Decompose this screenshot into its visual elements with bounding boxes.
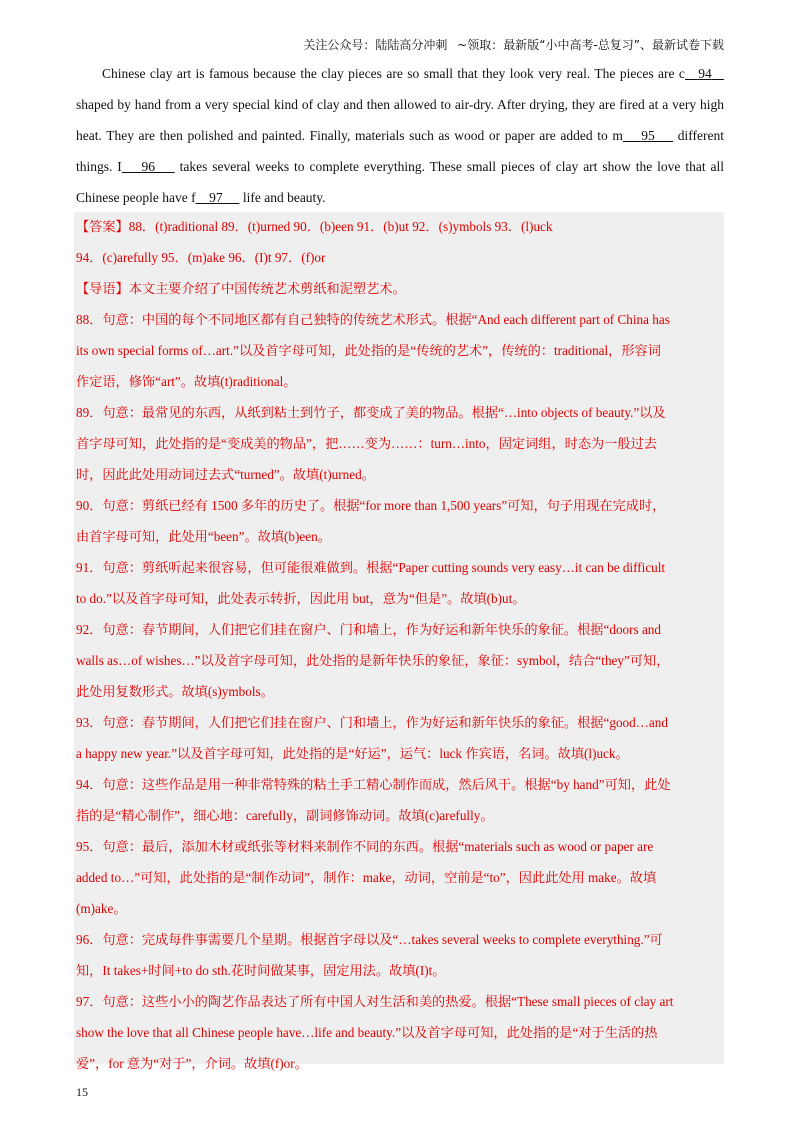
blank-96: [122, 159, 175, 174]
blank-94: [685, 66, 724, 81]
passage-text: life and beauty.: [242, 190, 326, 205]
blank-number: 97: [209, 190, 223, 205]
answer-line: 94．(c)arefully 95．(m)ake 96．(I)t 97．(f)or: [76, 250, 326, 265]
explanation-line: to do.”以及首字母可知，此处表示转折，因此用 but，意为“但是”。故填(b)ut。: [76, 591, 526, 606]
passage-paragraph: [76, 58, 724, 213]
explanation-line: walls as…of wishes…”以及首字母可知，此处指的是新年快乐的象征，象征：symbol，结合“they”可知，: [76, 653, 670, 668]
explanation-line: 作定语，修饰“art”。故填(t)raditional。: [76, 374, 297, 389]
explanation-line: 爱”，for 意为“对于”，介词。故填(f)or。: [76, 1056, 308, 1071]
explanation-line: 93．句意：春节期间，人们把它们挂在窗户、门和墙上，作为好运和新年快乐的象征。根据“good…and: [76, 715, 668, 730]
blank-number: 94: [698, 66, 712, 81]
header-download-text: ~领取：最新版“小中高考-总复习”、最新试卷下载: [457, 38, 724, 52]
answer-line: 【答案】88．(t)raditional 89．(t)urned 90．(b)een 91．(b)ut 92．(s)ymbols 93．(l)uck: [76, 219, 553, 234]
passage-text: different things. I: [76, 128, 725, 174]
reading-passage: [76, 58, 724, 213]
explanation-line: (m)ake。: [76, 901, 127, 916]
explanation-line: 89．句意：最常见的东西，从纸到粘土到竹子，都变成了美的物品。根据“…into objects of beauty.”以及: [76, 405, 666, 420]
explanation-line: 96．句意：完成每件事需要几个星期。根据首字母以及“…takes several weeks to complete everything.”可: [76, 932, 663, 947]
blank-95: [623, 128, 673, 143]
explanation-line: 88．句意：中国的每个不同地区都有自己独特的传统艺术形式。根据“And each different part of China has: [76, 312, 670, 327]
explanation-line: 知，It takes+时间+to do sth.花时间做某事，固定用法。故填(I)t。: [76, 963, 446, 978]
page-header: [297, 36, 724, 53]
explanation-line: 时，因此此处用动词过去式“turned”。故填(t)urned。: [76, 467, 375, 482]
answer-explanation-box: [74, 212, 724, 1071]
explanation-line: 指的是“精心制作”，细心地：carefully，副词修饰动词。故填(c)arefully。: [76, 808, 494, 823]
explanation-line: 94．句意：这些作品是用一种非常特殊的粘土手工精心制作而成，然后风干。根据“by hand”可知，此处: [76, 777, 671, 792]
explanation-line: 此处用复数形式。故填(s)ymbols。: [76, 684, 274, 699]
explanation-line: its own special forms of…art.”以及首字母可知，此处指的是“传统的艺术”，传统的：traditional，形容词: [76, 343, 661, 358]
explanation-line: 95．句意：最后，添加木材或纸张等材料来制作不同的东西。根据“materials such as wood or paper are: [76, 839, 654, 854]
explanation-line: 由首字母可知，此处用“been”。故填(b)een。: [76, 529, 331, 544]
explanation-line: show the love that all Chinese people have…life and beauty.”以及首字母可知，此处指的是“对于生活的热: [76, 1025, 658, 1040]
explanation-line: added to…”可知，此处指的是“制作动词”，制作：make，动词，空前是“to”，因此此处用 make。故填: [76, 870, 657, 885]
explanation-line: 90．句意：剪纸已经有 1500 多年的历史了。根据“for more than 1,500 years”可知，句子用现在完成时，: [76, 498, 666, 513]
explanation-line: 首字母可知，此处指的是“变成美的物品”，把……变为……：turn…into，固定词组，时态为一般过去: [76, 436, 657, 451]
blank-number: 95: [641, 128, 655, 143]
blank-number: 96: [141, 159, 155, 174]
passage-text: takes several weeks to complete everything. These small pieces of clay art show the love that all Chinese people have f: [76, 159, 725, 205]
passage-text: shaped by hand from a very special kind of clay and then allowed to air-dry. After drying, they are fired at a very high heat. They are then polished and painted. Finally, materials such as wood or paper are added to m: [76, 97, 724, 143]
guide-line: 【导语】本文主要介绍了中国传统艺术剪纸和泥塑艺术。: [76, 281, 406, 296]
passage-text: Chinese clay art is famous because the clay pieces are so small that they look very real. The pieces are c: [102, 66, 685, 81]
explanation-line: 91．句意：剪纸听起来很容易，但可能很难做到。根据“Paper cutting sounds very easy…it can be difficult: [76, 560, 666, 575]
header-wechat-text: 关注公众号：陆陆高分冲刺: [303, 38, 448, 52]
explanation-line: 97．句意：这些小小的陶艺作品表达了所有中国人对生活和美的热爱。根据“These small pieces of clay art: [76, 994, 674, 1009]
blank-97: [196, 190, 240, 205]
explanation-line: 92．句意：春节期间，人们把它们挂在窗户、门和墙上，作为好运和新年快乐的象征。根据“doors and: [76, 622, 661, 637]
page-number: 15: [76, 1085, 88, 1099]
explanation-line: a happy new year.”以及首字母可知，此处指的是“好运”，运气：luck 作宾语，名词。故填(l)uck。: [76, 746, 629, 761]
